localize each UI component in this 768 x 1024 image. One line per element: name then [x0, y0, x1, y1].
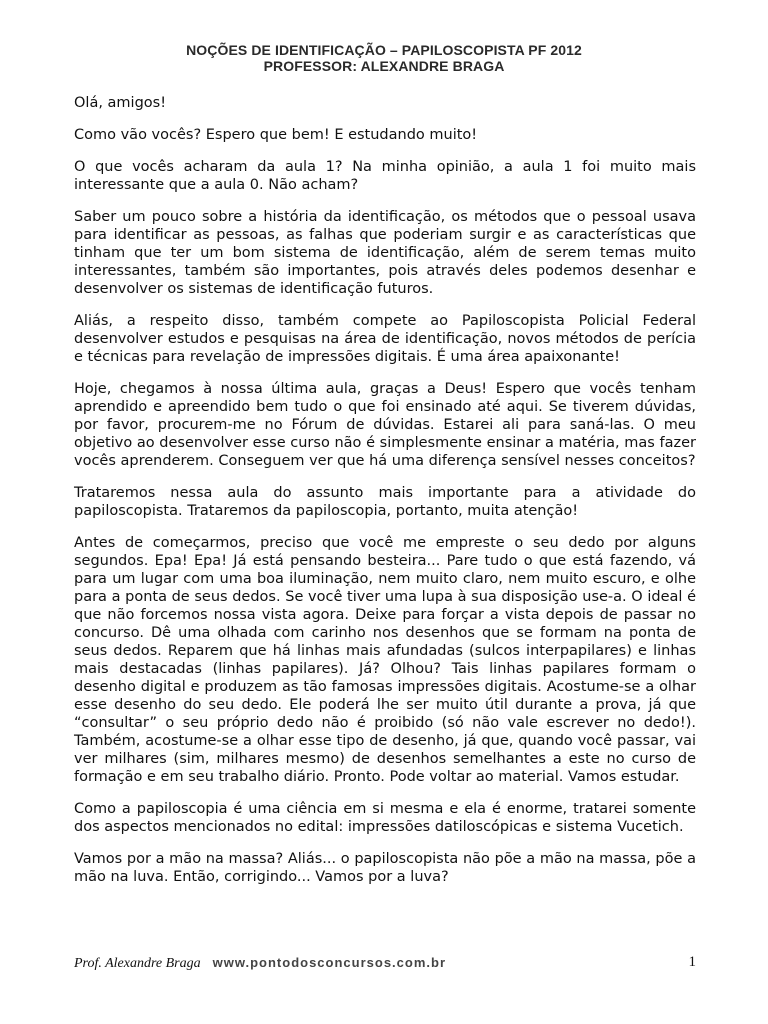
paragraph: Antes de começarmos, preciso que você me empreste o seu dedo por alguns segundos. Epa! Epa! Já está pensando besteira... Pare tudo o que está fazendo, vá para um lugar com uma boa iluminação, nem muito claro, nem muito escuro, e olhe para a ponta de seus dedos. Se você tiver uma lupa à sua disposição use-a. O ideal é que não forcemos nossa vista agora. Deixe para forçar a vista depois de passar no concurso. Dê uma olhada com carinho nos desenhos que se formam na ponta de seus dedos. Reparem que há linhas mais afundadas (sulcos interpapilares) e linhas mais destacadas (linhas papilares). Já? Olhou? Tais linhas papilares formam o desenho digital e produzem as tão famosas impressões digitais. Acostume-se a olhar esse desenho do seu dedo. Ele poderá lhe ser muito útil durante a prova, já que “consultar” o seu próprio dedo não é proibido (só não vale escrever no dedo!). Também, acostume-se a olhar esse tipo de desenho, já que, quando você passar, vai ver milhares (sim, milhares mesmo) de desenhos semelhantes a este no curso de formação e em seu trabalho diário. Pronto. Pode voltar ao material. Vamos estudar.	[74, 535, 696, 785]
page-footer	[74, 954, 696, 974]
professor-name: PROFESSOR: ALEXANDRE BRAGA	[263, 58, 505, 74]
document-header	[0, 42, 768, 74]
paragraph: Trataremos nessa aula do assunto mais importante para a atividade do papiloscopista. Trataremos da papiloscopia, portanto, muita atenção!	[74, 485, 696, 519]
paragraph-greeting: Olá, amigos!	[74, 95, 167, 111]
footer-author: Prof. Alexandre Braga	[74, 956, 201, 971]
course-title: NOÇÕES DE IDENTIFICAÇÃO – PAPILOSCOPISTA PF 2012	[186, 42, 582, 58]
page-number: 1	[688, 954, 696, 970]
paragraph: Saber um pouco sobre a história da identificação, os métodos que o pessoal usava para identificar as pessoas, as falhas que poderiam surgir e as características que tinham que ter um bom sistema de identificação, além de serem temas muito interessantes, também são importantes, pois através deles podemos desenhar e desenvolver os sistemas de identificação futuros.	[74, 209, 696, 297]
paragraph: Como vão vocês? Espero que bem! E estudando muito!	[74, 127, 478, 143]
document-body	[74, 94, 696, 900]
paragraph: Aliás, a respeito disso, também compete ao Papiloscopista Policial Federal desenvolver estudos e pesquisas na área de identificação, novos métodos de perícia e técnicas para revelação de impressões digitais. É uma área apaixonante!	[74, 313, 696, 365]
paragraph: Como a papiloscopia é uma ciência em si mesma e ela é enorme, tratarei somente dos aspectos mencionados no edital: impressões datiloscópicas e sistema Vucetich.	[74, 801, 696, 835]
paragraph: Hoje, chegamos à nossa última aula, graças a Deus! Espero que vocês tenham aprendido e apreendido bem tudo o que foi ensinado até aqui. Se tiverem dúvidas, por favor, procurem-me no Fórum de dúvidas. Estarei ali para saná-las. O meu objetivo ao desenvolver esse curso não é simplesmente ensinar a matéria, mas fazer vocês aprenderem. Conseguem ver que há uma diferença sensível nesses conceitos?	[74, 381, 696, 469]
paragraph: O que vocês acharam da aula 1? Na minha opinião, a aula 1 foi muito mais interessante que a aula 0. Não acham?	[74, 159, 696, 193]
footer-website-link[interactable]: www.pontodosconcursos.com.br	[212, 955, 447, 970]
paragraph: Vamos por a mão na massa? Aliás... o papiloscopista não põe a mão na massa, põe a mão na luva. Então, corrigindo... Vamos por a luva?	[74, 851, 696, 885]
